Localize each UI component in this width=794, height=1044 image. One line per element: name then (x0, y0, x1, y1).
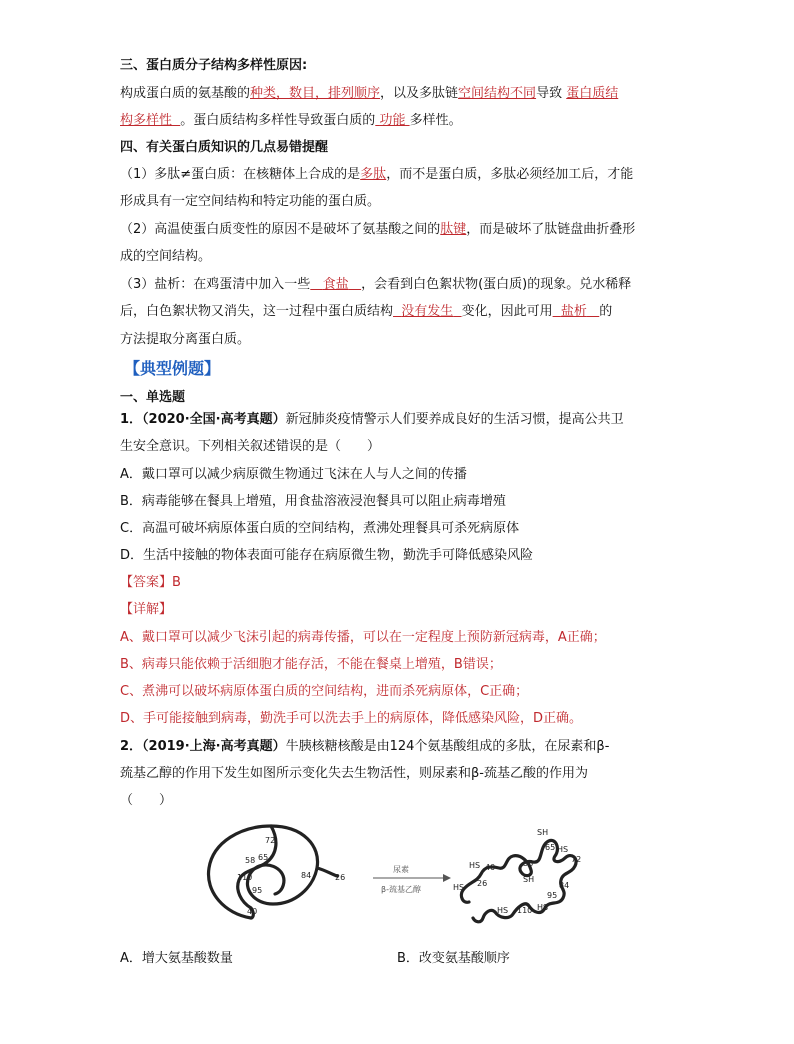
left-label: 110 (237, 873, 253, 882)
unfolded-chain-labels (453, 828, 581, 915)
right-label: HS (557, 845, 569, 854)
text: 牛胰核糖核酸是由124个氨基酸组成的多肽，在尿素和β- (285, 739, 610, 754)
left-label: 72 (265, 836, 276, 845)
right-label: 110 (517, 906, 533, 915)
reaction-arrow (373, 864, 451, 894)
left-label: 58 (245, 856, 256, 865)
answer-blank: 种类，数目，排列顺序 (250, 86, 381, 101)
answer-blank: 多肽 (360, 167, 387, 182)
text: ，而不是蛋白质，多肽必须经加工后，才能 (386, 167, 634, 182)
q1-option-c: C．高温可破坏病原体蛋白质的空间结构，煮沸处理餐具可杀死病原体 (120, 521, 520, 536)
left-label: 40 (247, 907, 258, 916)
answer-blank: 食盐 (322, 277, 349, 292)
text: 多样性。 (409, 113, 462, 128)
q2-option-b: B．改变氨基酸顺序 (397, 951, 510, 966)
right-label: HS (497, 906, 509, 915)
q1-option-d: D．生活中接触的物体表面可能存在病原微生物，勤洗手可降低感染风险 (120, 548, 534, 563)
question-number: 2． (120, 739, 143, 754)
text: 的 (599, 304, 613, 319)
right-label: 26 (477, 879, 488, 888)
question-source: （2019·上海·高考真题） (142, 739, 286, 754)
text: 构成蛋白质的氨基酸的 (120, 86, 251, 101)
right-label: HS (469, 861, 481, 870)
q2-stem-line-3: （ ） (120, 793, 173, 808)
arrow-label-bottom: β-巯基乙醇 (381, 885, 421, 894)
right-label: 58 (523, 859, 534, 868)
section-4-heading: 四、有关蛋白质知识的几点易错提醒 (120, 140, 329, 155)
right-label: SH (537, 828, 549, 837)
q1-stem-line-1 (120, 406, 680, 433)
text: ，以及多肽链 (380, 86, 459, 101)
right-label: 95 (547, 891, 558, 900)
answer-blank: 肽键 (440, 222, 467, 237)
point-2-line-2: 成的空间结构。 (120, 249, 212, 264)
text: （2）高温使蛋白质变性的原因不是破坏了氨基酸之间的 (120, 222, 441, 237)
text: 。蛋白质结构多样性导致蛋白质的 (180, 113, 376, 128)
point-1-line-2: 形成具有一定空间结构和特定功能的蛋白质。 (120, 194, 381, 209)
point-1-line-1 (120, 161, 680, 188)
q1-option-a: A．戴口罩可以减少病原微生物通过飞沫在人与人之间的传播 (120, 467, 467, 482)
q1-stem-line-2: 生安全意识。下列相关叙述错误的是（ ） (120, 439, 381, 454)
q2-option-a: A．增大氨基酸数量 (120, 951, 233, 966)
left-label: 84 (301, 871, 312, 880)
q2-stem-line-1 (120, 733, 680, 760)
answer-blank: 构多样性 (120, 113, 173, 128)
examples-title: 【典型例题】 (124, 359, 221, 378)
section-3-heading: 三、蛋白质分子结构多样性原因: (120, 58, 308, 73)
question-type-heading: 一、单选题 (120, 390, 186, 405)
point-2-line-1 (120, 216, 680, 243)
q1-detail-b: B、病毒只能依赖于活细胞才能存活，不能在餐桌上增殖，B错误； (120, 657, 502, 672)
q1-detail-d: D、手可能接触到病毒，勤洗手可以洗去手上的病原体，降低感染风险，D正确。 (120, 711, 583, 726)
text: 变化，因此可用 (461, 304, 553, 319)
left-label: 26 (335, 873, 346, 882)
point-3-line-3: 方法提取分离蛋白质。 (120, 332, 251, 347)
q1-detail-label: 【详解】 (120, 602, 173, 617)
answer-blank: 功能 (379, 113, 406, 128)
point-3-line-2 (120, 298, 680, 325)
right-label: SH (523, 875, 535, 884)
text: （1）多肽≠蛋白质：在核糖体上合成的是 (120, 167, 361, 182)
question-source: （2020·全国·高考真题） (142, 412, 286, 427)
q1-option-b: B．病毒能够在餐具上增殖，用食盐溶液浸泡餐具可以阻止病毒增殖 (120, 494, 506, 509)
text: 后，白色絮状物又消失，这一过程中蛋白质结构 (120, 304, 394, 319)
text: ，而是破坏了肽链盘曲折叠形 (466, 222, 636, 237)
text: 新冠肺炎疫情警示人们要养成良好的生活习惯，提高公共卫 (285, 412, 624, 427)
right-label: 84 (559, 881, 570, 890)
right-label: 40 (485, 863, 496, 872)
point-3-line-1 (120, 271, 680, 298)
text: （3）盐析：在鸡蛋清中加入一些 (120, 277, 311, 292)
right-label: 72 (571, 855, 582, 864)
text: ，会看到白色絮状物(蛋白质)的现象。兑水稀释 (361, 277, 632, 292)
right-label: 65 (545, 843, 556, 852)
q1-answer: 【答案】B (120, 575, 181, 590)
left-label: 95 (252, 886, 263, 895)
question-number: 1． (120, 412, 143, 427)
q2-stem-line-2: 巯基乙醇的作用下发生如图所示变化失去生物活性，则尿素和β-巯基乙酸的作用为 (120, 766, 588, 781)
answer-blank: 盐析 (560, 304, 587, 319)
text: 导致 (536, 86, 563, 101)
q1-detail-a: A、戴口罩可以减少飞沫引起的病毒传播，可以在一定程度上预防新冠病毒，A正确； (120, 630, 606, 645)
answer-blank: 空间结构不同 (458, 86, 537, 101)
right-label: HS (537, 903, 549, 912)
protein-denaturation-figure (195, 818, 590, 930)
arrow-label-top: 尿素 (393, 865, 409, 874)
left-label: 65 (258, 853, 269, 862)
right-label: HS (453, 883, 465, 892)
folded-chain-labels (237, 836, 345, 916)
section-3-line-2 (120, 107, 680, 134)
answer-blank: 没有发生 (401, 304, 454, 319)
section-3-line-1 (120, 80, 680, 107)
q1-detail-c: C、煮沸可以破坏病原体蛋白质的空间结构，进而杀死病原体，C正确； (120, 684, 529, 699)
answer-blank: 蛋白质结 (566, 86, 619, 101)
